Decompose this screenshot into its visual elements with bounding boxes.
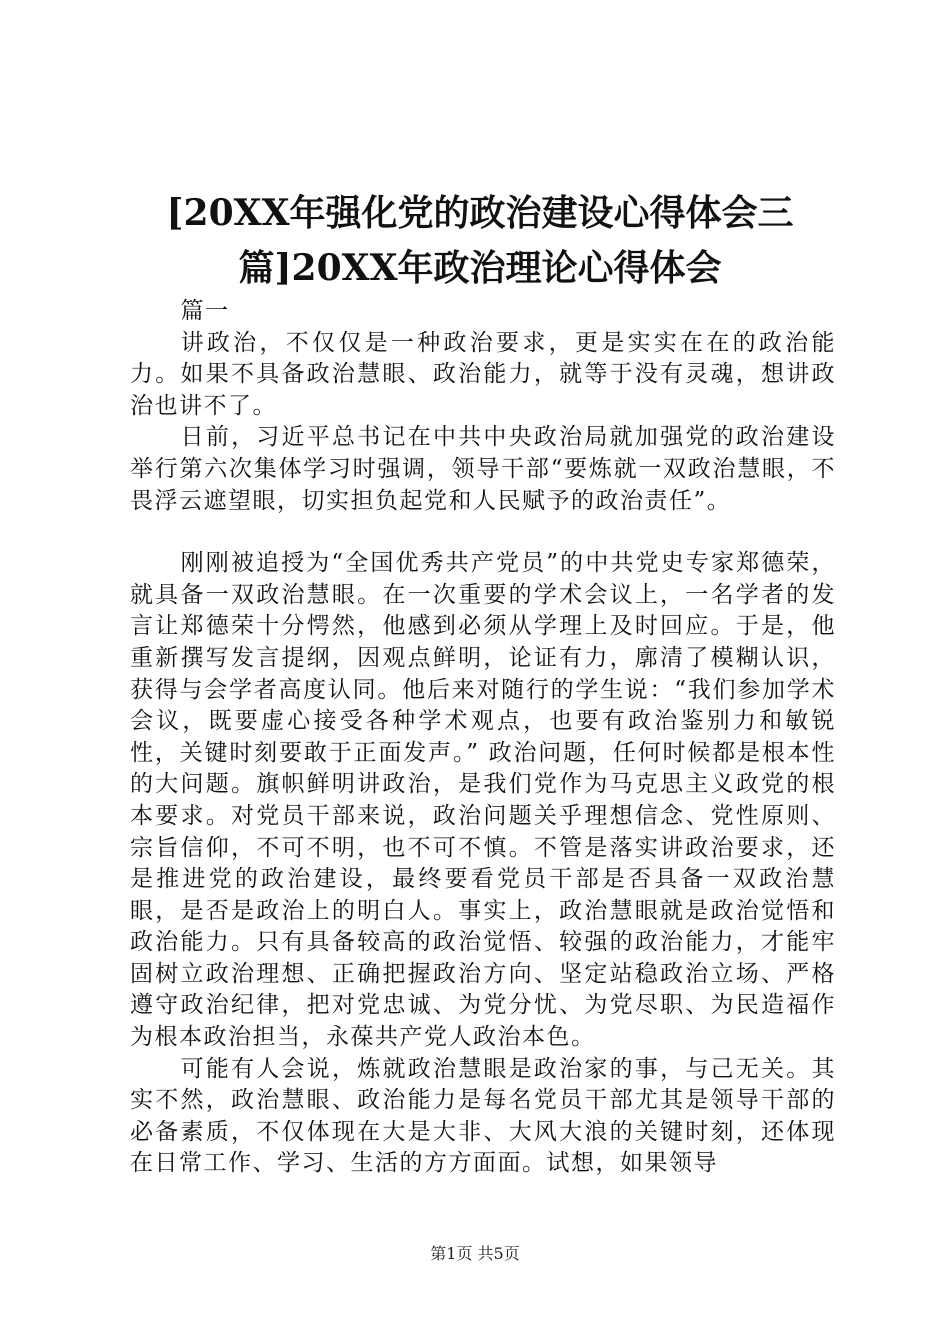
document-body — [130, 296, 836, 1180]
page-footer: 第1页 共5页 — [430, 1244, 520, 1263]
paragraph-1: 讲政治，不仅仅是一种政治要求，更是实实在在的政治能力。如果不具备政治慧眼、政治能力，就等于没有灵魂，想讲政治也讲不了。 — [130, 329, 836, 419]
paragraph-3: 刚刚被追授为“全国优秀共产党员”的中共党史专家郑德荣，就具备一双政治慧眼。在一次重要的学术会议上，一名学者的发言让郑德荣十分愕然，他感到必须从学理上及时回应。于是，他重新撰写发言提纲，因观点鲜明，论证有力，廓清了模糊认识，获得与会学者高度认同。他后来对随行的学生说：“我们参加学术会议，既要虚心接受各种学术观点，也要有政治鉴别力和敏锐性，关键时刻要敢于正面发声。” 政治问题，任何时候都是根本性的大问题。旗帜鲜明讲政治，是我们党作为马克思主义政党的根本要求。对党员干部来说，政治问题关乎理想信念、党性原则、宗旨信仰，不可不明，也不可不慎。不管是落实讲政治要求，还是推进党的政治建设，最终要看党员干部是否具备一双政治慧眼，是否是政治上的明白人。事实上，政治慧眼就是政治觉悟和政治能力。只有具备较高的政治觉悟、较强的政治能力，才能牢固树立政治理想、正确把握政治方向、坚定站稳政治立场、严格遵守政治纪律，把对党忠诚、为党分忧、为党尽职、为民造福作为根本政治担当，永葆共产党人政治本色。 — [130, 550, 836, 1051]
paragraph-4: 可能有人会说，炼就政治慧眼是政治家的事，与己无关。其实不然，政治慧眼、政治能力是每名党员干部尤其是领导干部的必备素质，不仅体现在大是大非、大风大浪的关键时刻，还体现在日常工作、学习、生活的方方面面。试想，如果领导 — [130, 1055, 836, 1177]
document-title-line-1: [20XX年强化党的政治建设心得体会三 — [166, 192, 794, 234]
document-title-line-2: 篇]20XX年政治理论心得体会 — [238, 247, 722, 289]
section-label: 篇一 — [180, 298, 230, 324]
paragraph-2: 日前，习近平总书记在中共中央政治局就加强党的政治建设举行第六次集体学习时强调，领导干部“要炼就一双政治慧眼，不畏浮云遮望眼，切实担负起党和人民赋予的政治责任”。 — [130, 424, 836, 514]
